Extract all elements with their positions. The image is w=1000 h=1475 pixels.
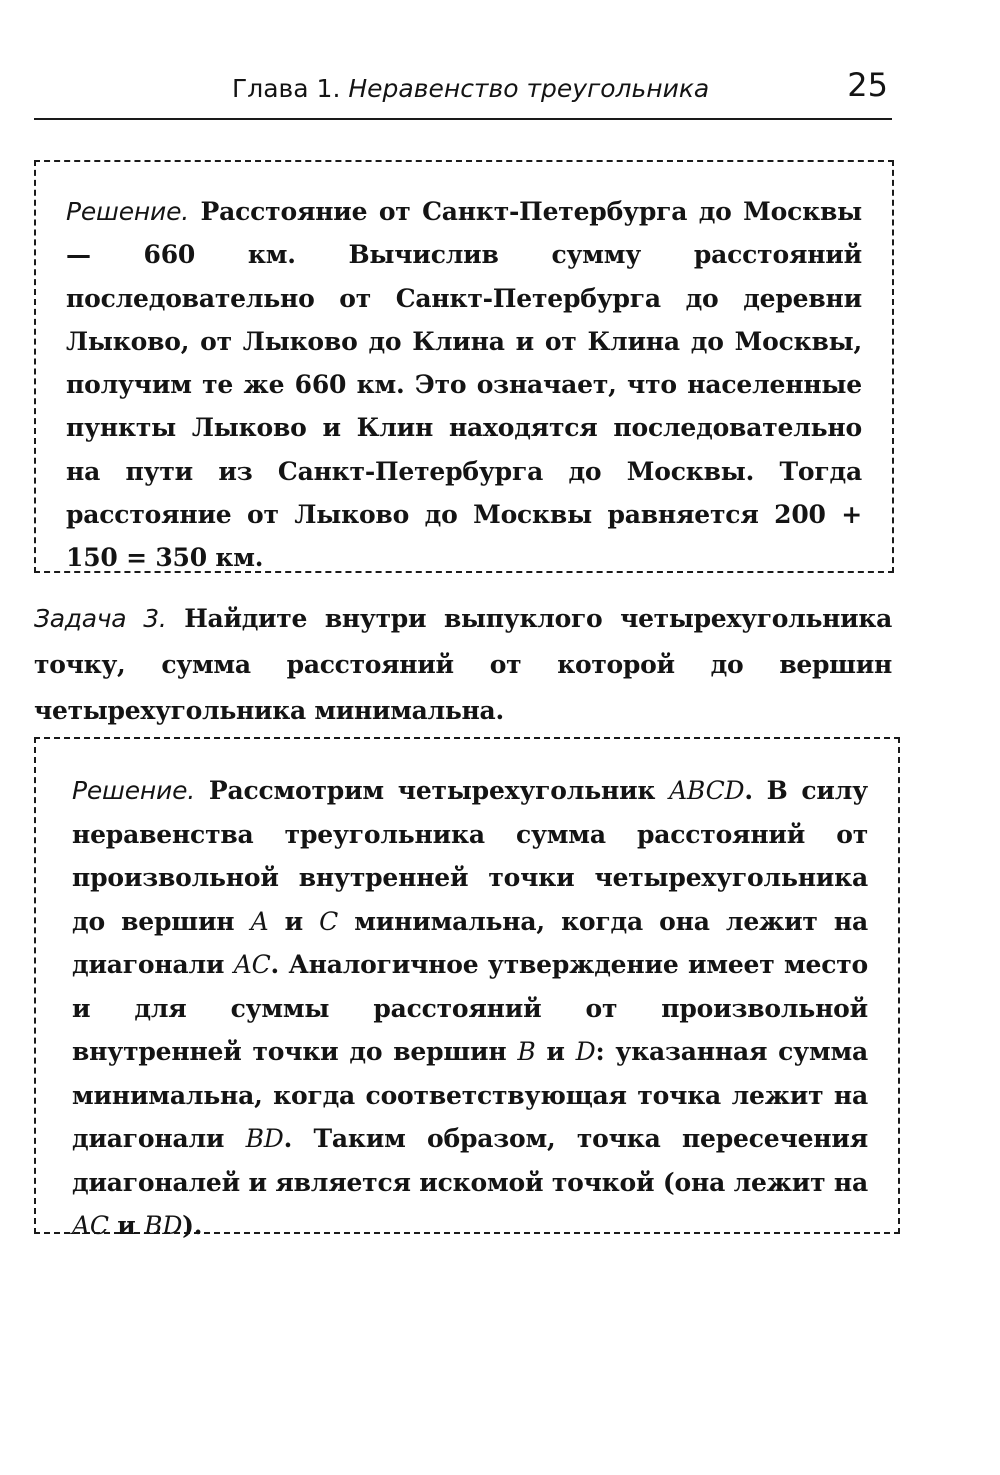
math-diagonal-bd: BD <box>144 1211 183 1240</box>
chapter-label: Глава 1. <box>232 74 341 103</box>
solution-1-paragraph <box>66 190 862 580</box>
solution-2-text: и <box>108 1211 145 1240</box>
solution-2-text: . Аналогичное утверждение имеет место и для суммы расстояний от произвольной внутренней точки до вершин <box>72 950 868 1066</box>
solution-2-paragraph <box>72 769 868 1248</box>
solution-2-text: . В силу неравенства треугольника сумма расстояний от произвольной внутренней точки четырехугольника до вершин <box>72 776 868 936</box>
solution-2-text: и <box>268 906 320 936</box>
task-3-text: Найдите внутри выпуклого четырехугольника точку, сумма расстояний от которой до вершин четырехугольника минимальна. <box>34 604 893 725</box>
solution-2-text: и <box>535 1037 576 1066</box>
task-3-paragraph <box>34 596 892 734</box>
task-3-lead: Задача 3. <box>34 604 167 633</box>
math-diagonal-bd: BD <box>245 1124 284 1153</box>
solution-2-text: ). <box>182 1211 203 1240</box>
math-diagonal-ac: AC <box>72 1211 109 1240</box>
solution-2-text: Рассмотрим четырехугольник <box>208 776 670 805</box>
solution-2-text: . Таким образом, точка пересечения диагоналей и является искомой точкой (она лежит на <box>72 1124 868 1197</box>
solution-2-text: минимальна, когда она лежит на диагонали <box>72 906 868 979</box>
solution-1-lead: Решение. <box>66 197 190 226</box>
solution-box-1 <box>34 160 894 573</box>
math-diagonal-ac: AC <box>233 950 271 979</box>
solution-2-text: : указанная сумма минимальна, когда соответствующая точка лежит на диагонали <box>72 1037 868 1153</box>
math-vertex-a: A <box>250 906 269 936</box>
math-quadrilateral-abcd: ABCD <box>669 776 745 805</box>
chapter-title: Неравенство треугольника <box>348 74 710 103</box>
running-title <box>232 74 709 103</box>
math-vertex-c: C <box>319 906 339 936</box>
solution-1-text: Расстояние от Санкт-Петербурга до Москвы — 660 км. Вычислив сумму расстояний последовательно от Санкт-Петербурга до деревни Лыково, от Лыково до Клина и от Клина до Москвы, получим те же 660 км. Это означает, что населенные пункты Лыково и Клин находятся последовательно на пути из Санкт-Петербурга до Москвы. Тогда расстояние от Лыково до Москвы равняется 200 + 150 = 350 км. <box>66 197 862 573</box>
math-vertex-d: D <box>575 1037 596 1066</box>
math-vertex-b: B <box>517 1037 536 1066</box>
solution-box-2 <box>34 737 900 1240</box>
page-number: 25 <box>847 66 888 104</box>
solution-2-lead: Решение. <box>72 776 196 805</box>
running-header <box>34 66 892 120</box>
